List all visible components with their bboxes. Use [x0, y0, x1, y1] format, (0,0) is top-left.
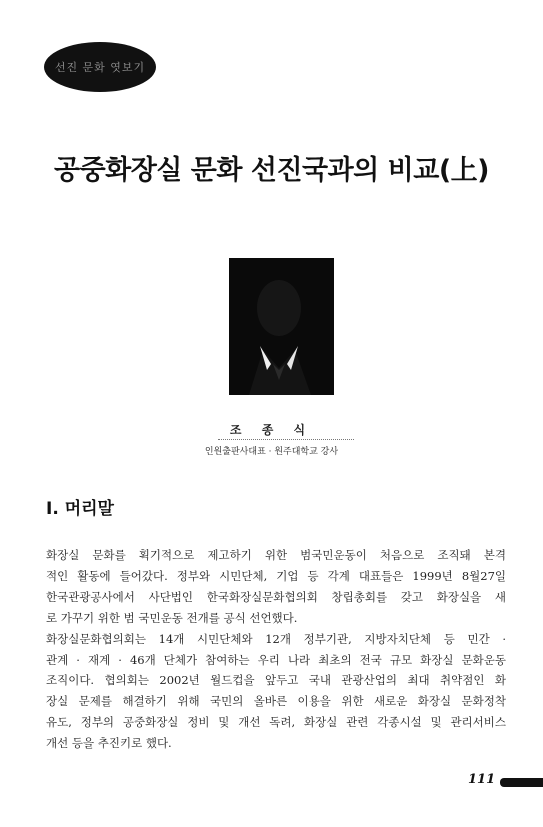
- text-line: 화장실문화협의회는 14개 시민단체와 12개 정부기관, 지방자치단체 등 민간 ·: [46, 631, 506, 646]
- paragraph: [46, 545, 506, 629]
- paragraph: [46, 629, 506, 754]
- author-divider: [218, 439, 354, 440]
- text-line: 로 가꾸기 위한 범 국민운동 전개를 공식 선언했다.: [46, 610, 298, 625]
- author-photo: [229, 258, 334, 395]
- text-line: 유도, 정부의 공중화장실 정비 및 개선 독려, 화장실 관련 각종시설 및 관리서비스: [46, 715, 506, 730]
- text-line: 한국관광공사에서 사단법인 한국화장실문화협의회 창립총회를 갖고 화장실을 새: [46, 589, 506, 604]
- author-photo-graphic: [229, 258, 334, 395]
- page-number: 111: [468, 772, 496, 787]
- text-line: 관계 · 재계 · 46개 단체가 참여하는 우리 나라 최초의 전국 규모 화장실 문화운동: [46, 652, 506, 667]
- page-number-bar: [500, 778, 543, 787]
- text-line: 조직이다. 협의회는 2002년 월드컵을 앞두고 국내 관광산업의 최대 취약점인 화: [46, 673, 506, 688]
- article-title: 공중화장실 문화 선진국과의 비교(上): [53, 155, 490, 186]
- text-line: 화장실 문화를 획기적으로 제고하기 위한 범국민운동이 처음으로 조직돼 본격: [46, 548, 506, 562]
- text-line: 장실 문제를 해결하기 위해 국민의 올바른 이용을 위한 새로운 화장실 문화정착: [46, 694, 506, 709]
- author-affiliation: 인원출판사대표 · 원주대학교 강사: [204, 447, 339, 457]
- section-heading: I. 머리말: [46, 499, 114, 519]
- author-name: 조 종 식: [229, 423, 314, 437]
- text-line: 개선 등을 추진키로 했다.: [46, 736, 172, 751]
- text-line: 적인 활동에 들어갔다. 정부와 시민단체, 기업 등 각계 대표들은 1999년 8월27일: [46, 568, 506, 583]
- body-text: [46, 545, 506, 754]
- section-badge: [44, 42, 156, 92]
- section-badge-label: 선진 문화 엿보기: [54, 61, 146, 74]
